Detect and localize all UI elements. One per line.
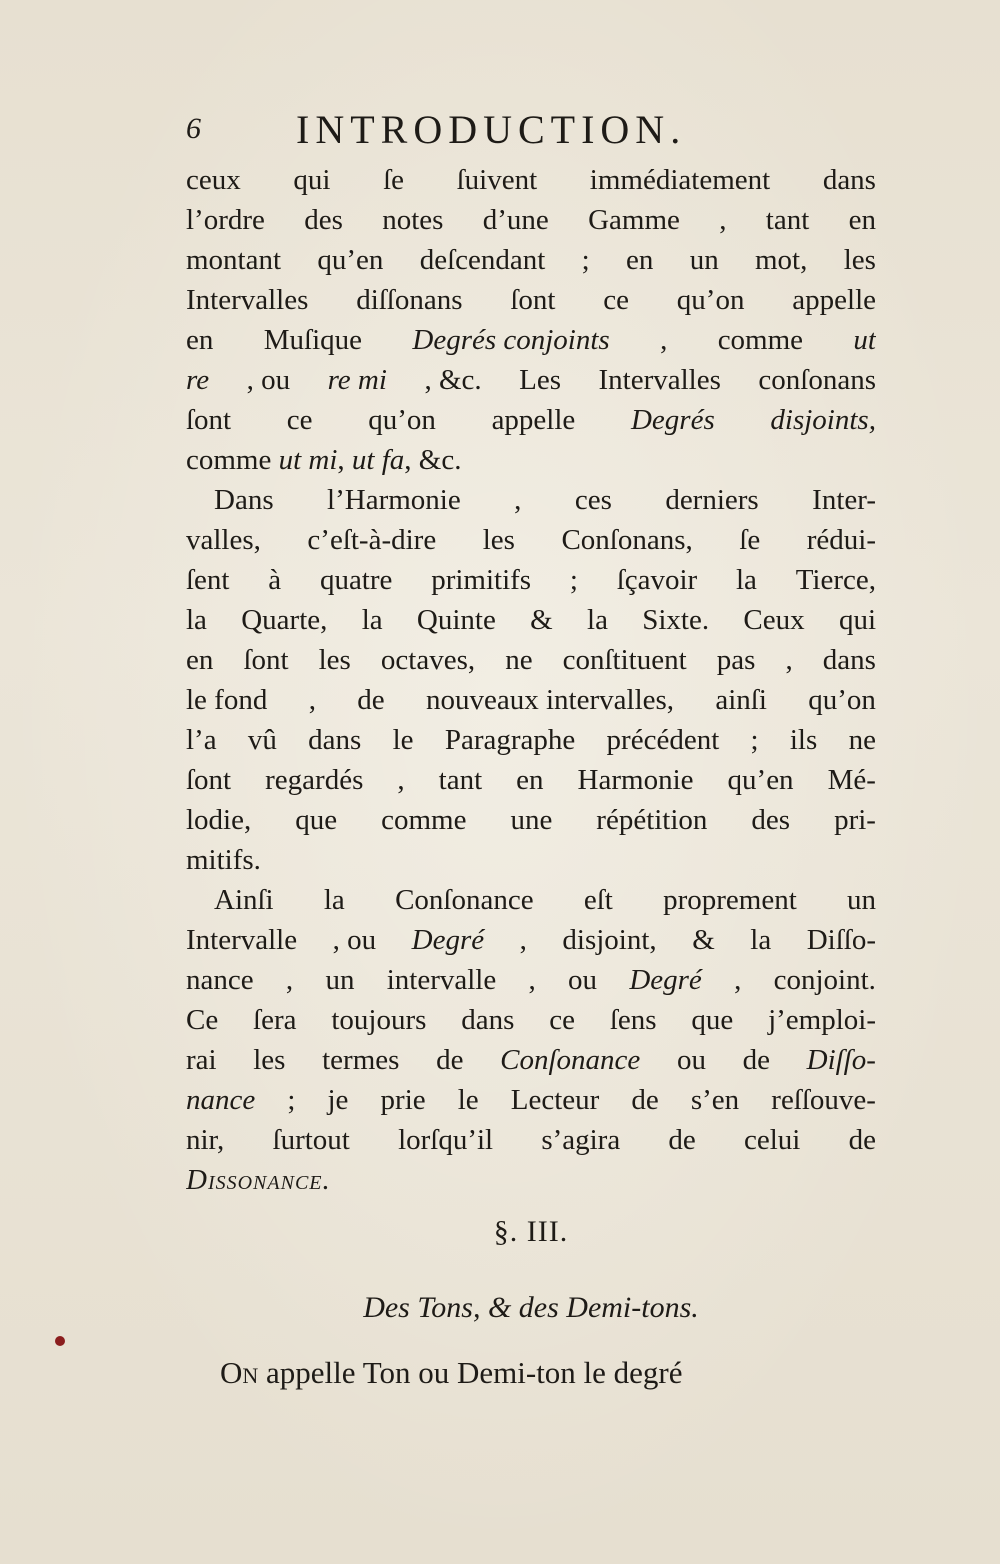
word: lodie,	[186, 804, 252, 836]
word: Conſonans,	[561, 524, 693, 556]
text-line	[186, 200, 876, 240]
word: des	[304, 204, 343, 236]
word: ne	[848, 724, 876, 756]
word: Mé-	[827, 764, 876, 796]
section-title: Des Tons, & des Demi-tons.	[363, 1291, 699, 1324]
word: reſſouve-	[771, 1084, 876, 1116]
word: Inter-	[812, 484, 876, 516]
word: mot,	[755, 244, 808, 276]
word: rai	[186, 1044, 217, 1076]
word: ;	[750, 724, 759, 756]
text-line	[186, 520, 876, 560]
word: la	[323, 884, 345, 916]
word: ou	[568, 964, 598, 996]
word: s’agira	[541, 1124, 621, 1156]
text-line	[186, 760, 876, 800]
word: Quinte	[416, 604, 496, 636]
word: Intervalles	[186, 284, 309, 316]
text-block	[186, 104, 876, 1394]
word: intervalle	[386, 964, 497, 996]
word: les	[253, 1044, 286, 1076]
italic-phrase: ut fa	[351, 444, 405, 476]
paragraph-start-rest: appelle Ton ou Demi-ton le degré	[258, 1355, 683, 1390]
word: tant	[438, 764, 483, 796]
word: que	[295, 804, 338, 836]
text-line	[186, 720, 876, 760]
word: Tierce,	[795, 564, 876, 596]
word: les	[318, 644, 351, 676]
word: ils	[789, 724, 818, 756]
word: un	[325, 964, 355, 996]
word: ce	[603, 284, 629, 316]
word: j’emploi-	[768, 1004, 876, 1036]
word: ſuivent	[456, 164, 538, 196]
word: les	[482, 524, 515, 556]
word: nouveaux intervalles,	[426, 684, 675, 716]
word: Intervalle	[186, 924, 298, 956]
word: s’en	[690, 1084, 740, 1116]
word: Sixte.	[642, 604, 710, 636]
word: qui	[293, 164, 331, 196]
word: un	[847, 884, 876, 916]
text-line	[186, 1120, 876, 1160]
word: ſera	[253, 1004, 297, 1036]
word: l’ordre	[186, 204, 265, 236]
word: Ceux	[743, 604, 805, 636]
word: ſurtout	[272, 1124, 350, 1156]
word: Paragraphe	[444, 724, 576, 756]
word: immédiatement	[589, 164, 771, 196]
word: dans	[461, 1004, 515, 1036]
italic-phrase: ut mi	[278, 444, 338, 476]
word: octaves,	[380, 644, 476, 676]
word: une	[510, 804, 553, 836]
small-caps-word: Dissonance.	[186, 1164, 331, 1196]
word: ,	[528, 964, 536, 996]
text-line	[186, 240, 876, 280]
italic-word: Degré	[629, 964, 702, 996]
word: ,	[337, 444, 352, 476]
text-line	[186, 960, 876, 1000]
word: ſçavoir	[616, 564, 698, 596]
text-line	[186, 640, 876, 680]
word: primitifs	[431, 564, 532, 596]
italic-word: ut	[853, 324, 876, 356]
word: ou	[676, 1044, 706, 1076]
word: ;	[287, 1084, 296, 1116]
word: Harmonie	[577, 764, 694, 796]
word: dans	[822, 644, 876, 676]
word: ne	[505, 644, 533, 676]
word: tant	[765, 204, 810, 236]
text-line	[186, 800, 876, 840]
word: ainſi	[715, 684, 767, 716]
word: un	[689, 244, 719, 276]
word: ſont	[243, 644, 289, 676]
word: proprement	[663, 884, 797, 916]
word: appelle	[792, 284, 876, 316]
word: nance	[186, 964, 254, 996]
text-line	[186, 920, 876, 960]
text-line	[186, 480, 876, 520]
word: Quarte,	[241, 604, 328, 636]
word: de	[668, 1124, 696, 1156]
page-number: 6	[186, 112, 201, 145]
word: le	[457, 1084, 479, 1116]
word: qu’on	[808, 684, 876, 716]
word: derniers	[665, 484, 759, 516]
text-line	[186, 840, 876, 880]
word: l’Harmonie	[327, 484, 461, 516]
word: ſe	[739, 524, 761, 556]
word: regardés	[265, 764, 364, 796]
word: ,	[285, 964, 294, 996]
word: répétition	[596, 804, 708, 836]
word: , &c.	[424, 364, 482, 396]
word: ſe	[383, 164, 404, 196]
word: précédent	[606, 724, 720, 756]
text-line	[186, 400, 876, 440]
word: nir,	[186, 1124, 225, 1156]
word: le	[392, 724, 414, 756]
word: Ainſi	[214, 884, 274, 916]
word: toujours	[331, 1004, 427, 1036]
word: le fond	[186, 684, 268, 716]
word: des	[751, 804, 791, 836]
text-line	[186, 1040, 876, 1080]
word: lorſqu’il	[398, 1124, 494, 1156]
text-line	[186, 1160, 876, 1200]
word: Dans	[214, 484, 274, 516]
word: appelle	[491, 404, 576, 436]
word: la	[587, 604, 608, 636]
italic-word: re	[186, 364, 210, 396]
word: la	[736, 564, 757, 596]
text-line	[186, 320, 876, 360]
word: Les	[519, 364, 561, 396]
word: eſt	[583, 884, 613, 916]
word: la	[750, 924, 772, 956]
word: Ce	[186, 1004, 219, 1036]
word: dans	[822, 164, 876, 196]
word: notes	[382, 204, 444, 236]
word: en	[186, 324, 214, 356]
word: celui	[744, 1124, 801, 1156]
word: ce	[286, 404, 313, 436]
section-number: §. III.	[493, 1215, 569, 1248]
word: de	[357, 684, 385, 716]
word: ce	[549, 1004, 575, 1036]
word: dans	[308, 724, 362, 756]
word: Diſſo-	[806, 924, 876, 956]
word: ,	[519, 924, 527, 956]
word: prie	[380, 1084, 426, 1116]
word: en	[186, 644, 214, 676]
word: ces	[574, 484, 612, 516]
word: , ou	[246, 364, 291, 396]
word: ceux	[186, 164, 241, 196]
word: comme	[717, 324, 804, 356]
word: ,	[719, 204, 727, 236]
text-line	[186, 680, 876, 720]
word: de	[742, 1044, 770, 1076]
word: valles,	[186, 524, 261, 556]
word: ,	[308, 684, 316, 716]
word: ,	[397, 764, 405, 796]
word: Lecteur	[510, 1084, 600, 1116]
word: en	[626, 244, 654, 276]
text-line	[186, 360, 876, 400]
text-line	[186, 280, 876, 320]
text-line	[186, 600, 876, 640]
running-head: INTRODUCTION.	[296, 107, 687, 152]
word: conjoint.	[773, 964, 876, 996]
word: d’une	[482, 204, 549, 236]
italic-word: disjoints,	[770, 404, 876, 436]
word: termes	[322, 1044, 400, 1076]
word: quatre	[319, 564, 393, 596]
word: conſtituent	[562, 644, 687, 676]
word: qu’on	[368, 404, 436, 436]
word: ſont	[186, 404, 232, 436]
page-header	[186, 104, 876, 160]
word: c’eſt-à-dire	[307, 524, 437, 556]
word: de	[848, 1124, 876, 1156]
word: Muſique	[263, 324, 363, 356]
word: comme	[381, 804, 467, 836]
word: à	[268, 564, 282, 596]
text-line	[186, 160, 876, 200]
italic-word: Degré	[411, 924, 485, 956]
word: l’a	[186, 724, 217, 756]
word: de	[631, 1084, 659, 1116]
word: ,	[785, 644, 793, 676]
word: mitifs.	[186, 844, 261, 876]
word: disjoint,	[562, 924, 657, 956]
word: en	[516, 764, 544, 796]
word: ſont	[510, 284, 556, 316]
word: deſcendant	[419, 244, 546, 276]
word: montant	[186, 244, 282, 276]
word: ;	[569, 564, 578, 596]
paragraph-start-word: On	[220, 1355, 259, 1390]
word: qu’on	[676, 284, 745, 316]
text-line	[186, 880, 876, 920]
word: , &c.	[404, 444, 462, 476]
word: ,	[514, 484, 522, 516]
word: vû	[247, 724, 277, 756]
word: , ou	[332, 924, 377, 956]
word: &	[692, 924, 715, 956]
word: de	[436, 1044, 464, 1076]
word: conſonans	[758, 364, 876, 396]
word: diſſonans	[356, 284, 463, 316]
italic-phrase: Degrés conjoints	[412, 324, 610, 356]
word: rédui-	[806, 524, 876, 556]
word: ſens	[609, 1004, 657, 1036]
italic-word: Diſſo-	[806, 1044, 876, 1076]
word: pri-	[834, 804, 876, 836]
word: comme	[186, 444, 279, 476]
text-line	[186, 1000, 876, 1040]
word: la	[361, 604, 383, 636]
word: qu’en	[727, 764, 794, 796]
word: Conſonance	[395, 884, 534, 916]
italic-phrase: re mi	[327, 364, 387, 396]
word: je	[327, 1084, 349, 1116]
word: en	[848, 204, 876, 236]
word: Gamme	[588, 204, 680, 236]
word: la	[186, 604, 207, 636]
word: ſont	[186, 764, 232, 796]
italic-word: Conſonance	[500, 1044, 641, 1076]
word: que	[691, 1004, 734, 1036]
text-line	[186, 560, 876, 600]
ink-spot	[55, 1336, 65, 1346]
italic-word: nance	[186, 1084, 256, 1116]
word: ;	[581, 244, 590, 276]
text-line	[186, 1080, 876, 1120]
word: pas	[716, 644, 756, 676]
word: Intervalles	[598, 364, 721, 396]
word: ,	[660, 324, 668, 356]
italic-word: Degrés	[630, 404, 715, 436]
word: ſent	[186, 564, 230, 596]
word: qui	[838, 604, 876, 636]
word: ,	[734, 964, 742, 996]
word: les	[843, 244, 876, 276]
word: qu’en	[317, 244, 384, 276]
word: &	[530, 604, 553, 636]
text-line	[186, 440, 876, 480]
text-line	[186, 1352, 876, 1394]
